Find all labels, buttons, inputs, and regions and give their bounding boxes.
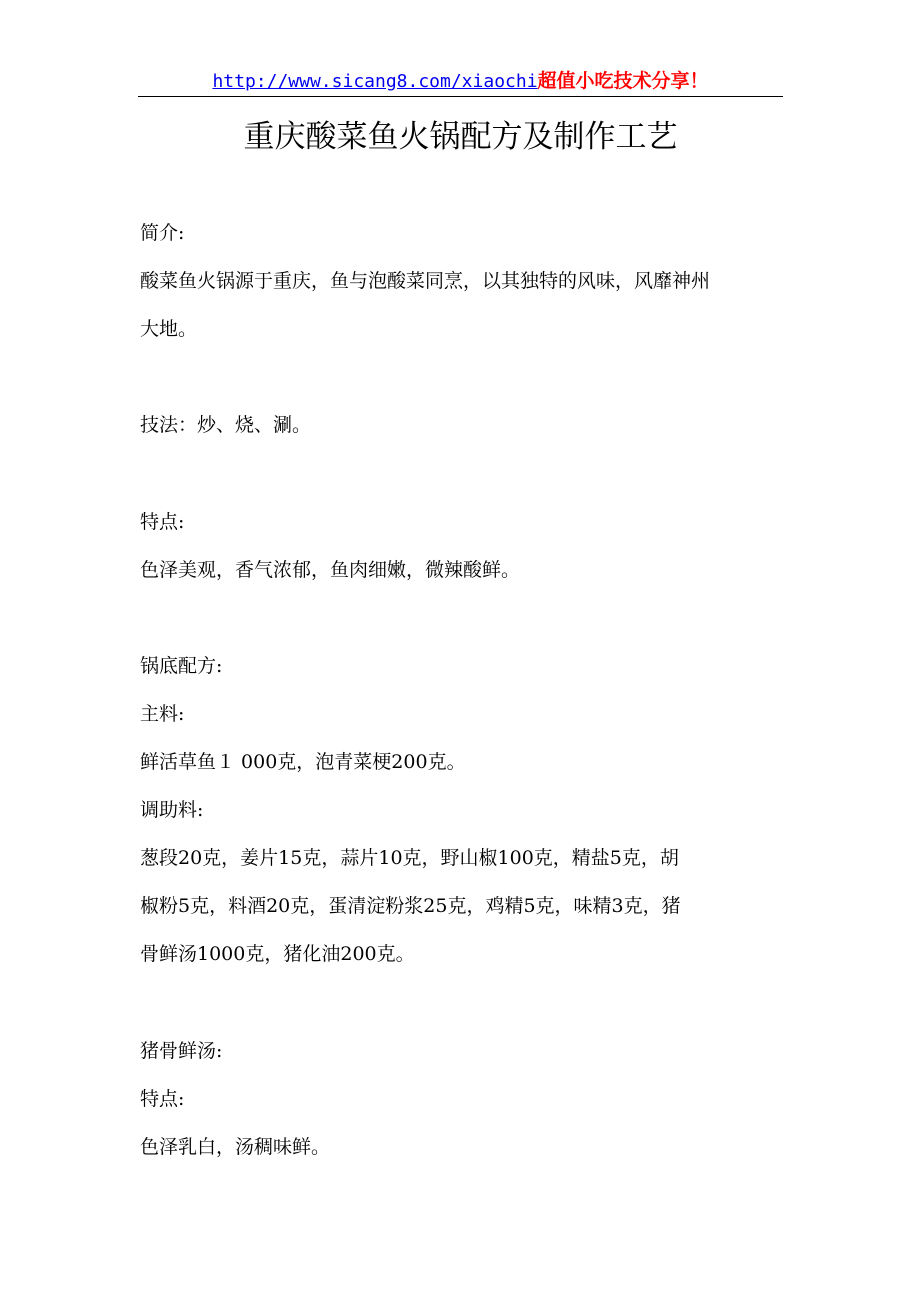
intro-text-line-1: 酸菜鱼火锅源于重庆，鱼与泡酸菜同烹，以其独特的风味，风靡神州 [140,270,711,292]
document-title: 重庆酸菜鱼火锅配方及制作工艺 [243,119,678,155]
header-slogan: 超值小吃技术分享！ [537,70,709,92]
header-website-link[interactable]: http://www.sicang8.com/xiaochi [212,71,538,92]
pot-base-recipe-heading: 锅底配方: [140,655,223,677]
pork-bone-broth-heading: 猪骨鲜汤: [140,1040,223,1062]
features-text: 色泽美观，香气浓郁，鱼肉细嫩，微辣酸鲜。 [140,559,521,581]
seasonings-text-line-2: 椒粉5克，料酒20克，蛋清淀粉浆25克，鸡精5克，味精3克，猪 [140,895,681,917]
technique-line: 技法：炒、烧、涮。 [140,414,312,436]
intro-text-line-2: 大地。 [140,318,198,340]
page-header [138,66,783,96]
intro-heading: 简介: [140,222,185,244]
seasonings-text-line-3: 骨鲜汤1000克，猪化油200克。 [140,943,415,965]
broth-features-heading: 特点: [140,1088,185,1110]
seasonings-heading: 调助料: [140,799,204,821]
broth-features-text: 色泽乳白，汤稠味鲜。 [140,1136,331,1158]
header-divider [138,96,783,97]
main-ingredients-text: 鲜活草鱼１ 000克，泡青菜梗200克。 [140,751,466,773]
features-heading: 特点: [140,511,185,533]
seasonings-text-line-1: 葱段20克，姜片15克，蒜片10克，野山椒100克，精盐5克，胡 [140,847,679,869]
main-ingredients-heading: 主料: [140,703,185,725]
